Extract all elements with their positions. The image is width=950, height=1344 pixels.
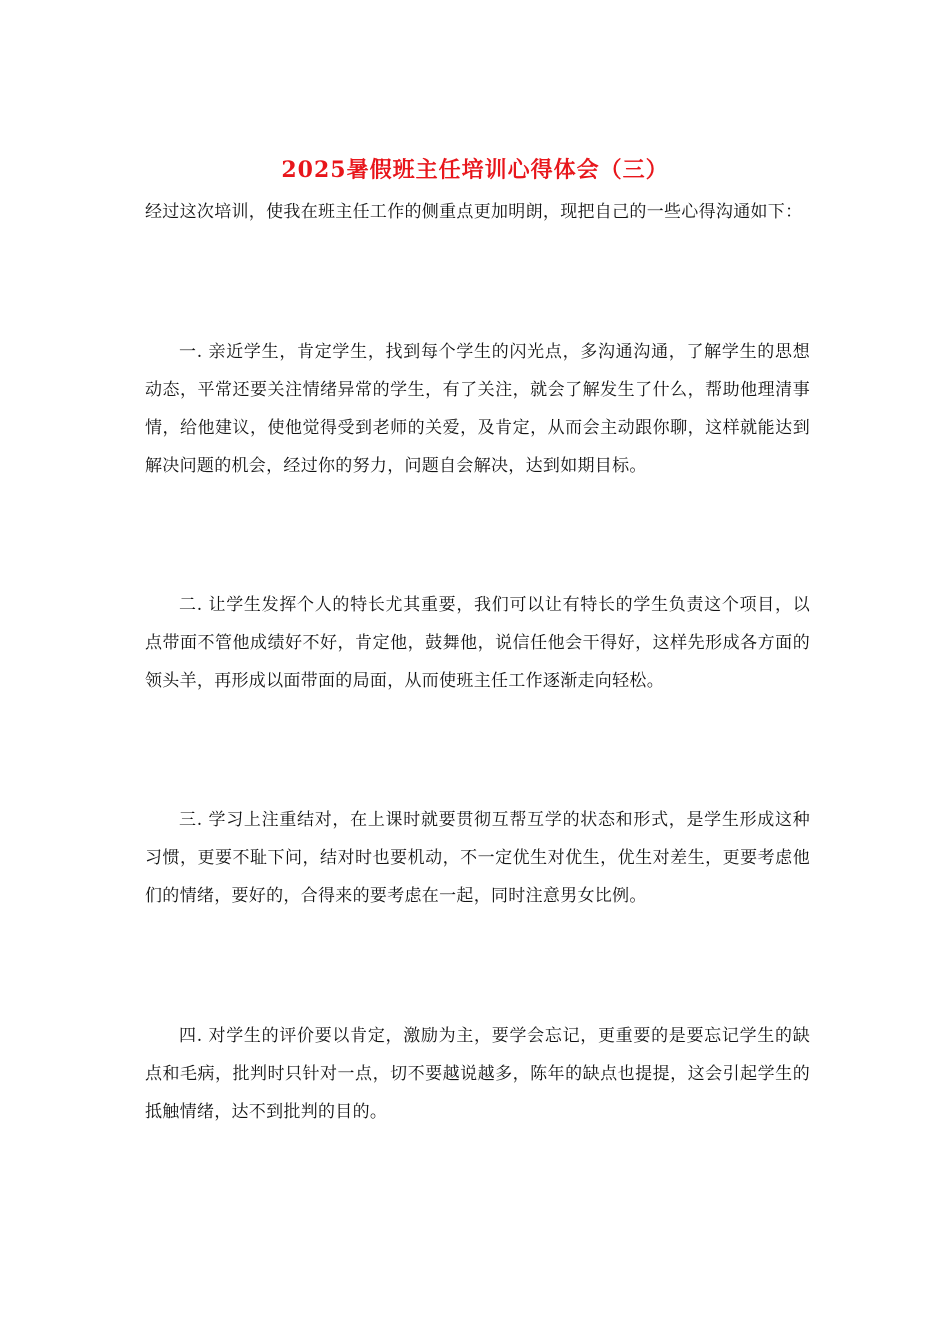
document-title: 2025暑假班主任培训心得体会（三） — [281, 157, 669, 183]
paragraph-2: 二. 让学生发挥个人的特长尤其重要，我们可以让有特长的学生负责这个项目，以点带面不管他成绩好不好，肯定他，鼓舞他，说信任他会干得好，这样先形成各方面的领头羊，再形成以面带面的局面，从而使班主任工作逐渐走向轻松。 — [145, 595, 810, 691]
intro-paragraph: 经过这次培训，使我在班主任工作的侧重点更加明朗，现把自己的一些心得沟通如下： — [145, 202, 803, 222]
paragraph-4: 四. 对学生的评价要以肯定，激励为主，要学会忘记，更重要的是要忘记学生的缺点和毛病，批判时只针对一点，切不要越说越多，陈年的缺点也提提，这会引起学生的抵触情绪，达不到批判的目的。 — [145, 1026, 810, 1122]
paragraph-3: 三. 学习上注重结对，在上课时就要贯彻互帮互学的状态和形式，是学生形成这种习惯，更要不耻下问，结对时也要机动，不一定优生对优生，优生对差生，更要考虑他们的情绪，要好的，合得来的要考虑在一起，同时注意男女比例。 — [145, 810, 810, 906]
paragraph-1: 一. 亲近学生，肯定学生，找到每个学生的闪光点，多沟通沟通，了解学生的思想动态，平常还要关注情绪异常的学生，有了关注，就会了解发生了什么，帮助他理清事情，给他建议，使他觉得受到老师的关爱，及肯定，从而会主动跟你聊，这样就能达到解决问题的机会，经过你的努力，问题自会解决，达到如期目标。 — [145, 342, 810, 476]
